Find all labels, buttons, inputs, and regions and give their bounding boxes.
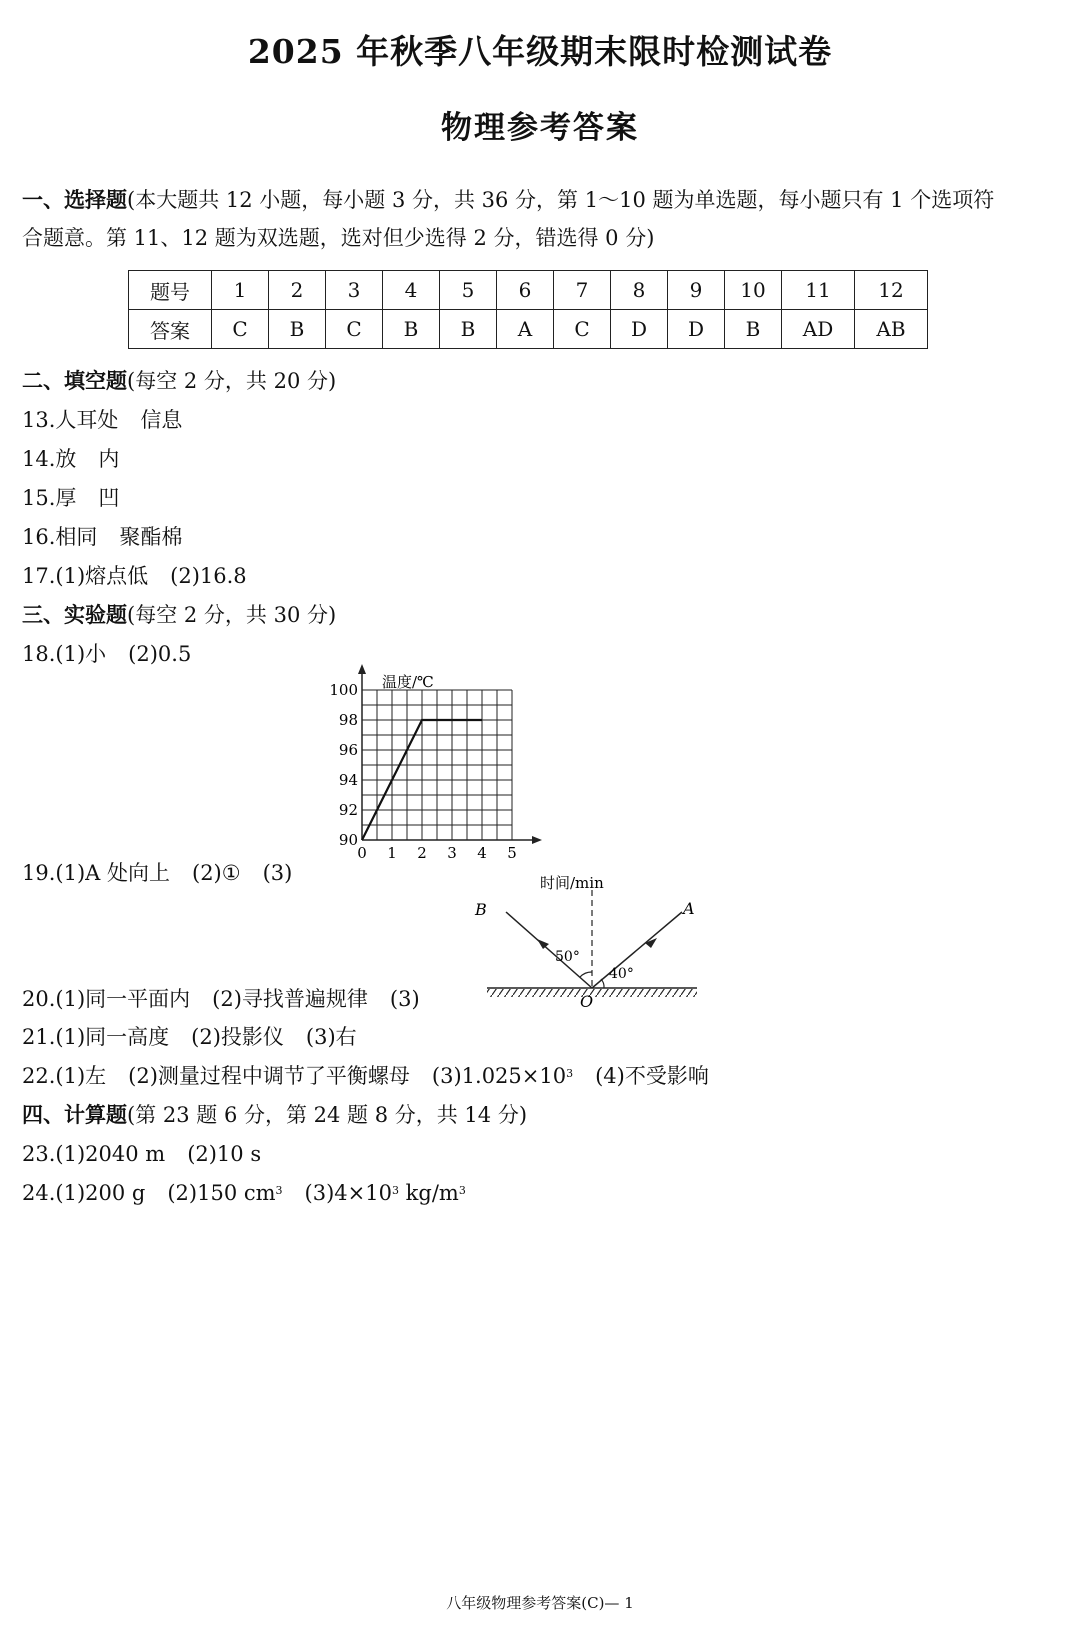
answer-q21	[22, 1022, 357, 1052]
table-cell: 6	[497, 271, 554, 310]
question-number: 15.	[22, 486, 56, 510]
answer-q22	[22, 1061, 709, 1091]
answer-text: (4)不受影响	[595, 1064, 709, 1088]
answer-text: 凹	[98, 486, 120, 510]
answer-text: (3)4×10	[304, 1181, 392, 1205]
table-cell: D	[611, 310, 668, 349]
section3-desc: (每空 2 分，共 30 分)	[127, 603, 337, 627]
table-cell: B	[725, 310, 782, 349]
exponent: 3	[566, 1067, 574, 1080]
page-title: 2025 年秋季八年级期末限时检测试卷	[247, 32, 833, 71]
x-tick-label: 2	[417, 844, 427, 862]
table-cell: 11	[782, 271, 855, 310]
answer-text: (1)A 处向上	[55, 861, 170, 885]
x-tick-label: 3	[447, 844, 457, 862]
answer-q24	[22, 1178, 466, 1208]
label-a: A	[683, 899, 695, 918]
answer-text: (2)150 cm	[167, 1181, 276, 1205]
table-cell: B	[440, 310, 497, 349]
table-cell: 4	[383, 271, 440, 310]
answer-q14	[22, 444, 119, 474]
section4-heading: 四、计算题	[22, 1102, 127, 1127]
question-number: 19.	[22, 861, 56, 885]
table-cell: 10	[725, 271, 782, 310]
x-axis-arrow-icon	[532, 836, 542, 844]
label-b: B	[475, 900, 487, 919]
answer-text: (3)	[262, 861, 293, 885]
chart-y-axis-label: 温度/℃	[382, 673, 434, 691]
answer-text: 内	[98, 447, 120, 471]
table-cell: 7	[554, 271, 611, 310]
answer-text: (2)投影仪	[191, 1025, 284, 1049]
question-number: 23.	[22, 1142, 56, 1166]
light-reflection-diagram	[475, 895, 715, 1030]
answer-text: (3)1.025×10	[431, 1064, 567, 1088]
answer-text: (2)0.5	[128, 642, 192, 666]
table-cell: C	[212, 310, 269, 349]
question-number: 16.	[22, 525, 56, 549]
answer-text: (1)小	[55, 642, 107, 666]
chart-grid	[362, 690, 512, 840]
question-number: 17.	[22, 564, 56, 588]
question-number: 14.	[22, 447, 56, 471]
section1-line2	[22, 223, 654, 253]
table-cell: C	[554, 310, 611, 349]
section4-desc: (第 23 题 6 分，第 24 题 8 分，共 14 分)	[127, 1103, 528, 1127]
answer-q17	[22, 561, 247, 591]
y-tick-label: 92	[338, 801, 358, 819]
answer-text: (2)①	[192, 861, 241, 885]
question-number: 13.	[22, 408, 56, 432]
answer-q20	[22, 984, 420, 1014]
answer-q13	[22, 405, 182, 435]
answer-text: kg/m	[398, 1181, 459, 1205]
table-cell: 2	[269, 271, 326, 310]
exponent: 3	[275, 1184, 283, 1197]
table-cell: B	[383, 310, 440, 349]
x-tick-label: 5	[507, 844, 517, 862]
angle-arc-reflect	[580, 972, 592, 977]
section1-desc2: 合题意。第 11、12 题为双选题，选对但少选得 2 分，错选得 0 分)	[22, 226, 655, 250]
section1-desc1: (本大题共 12 小题，每小题 3 分，共 36 分，第 1～10 题为单选题，每小题只有 1 个选项符	[127, 188, 995, 212]
answer-text: (1)2040 m	[55, 1142, 166, 1166]
page-subtitle: 物理参考答案	[441, 110, 639, 146]
angle-incident-label: 40°	[609, 966, 634, 982]
table-row-answers	[129, 310, 928, 349]
answer-text: 人耳处	[55, 408, 119, 432]
table-cell: 9	[668, 271, 725, 310]
x-tick-label: 1	[387, 844, 397, 862]
answer-text: (3)右	[305, 1025, 357, 1049]
section1-heading: 一、选择题	[22, 187, 127, 212]
table-cell: B	[269, 310, 326, 349]
answer-text: 聚酯棉	[119, 525, 183, 549]
page-footer: 八年级物理参考答案(C)— 1	[446, 1594, 634, 1612]
answer-text: (2)寻找普遍规律	[212, 987, 368, 1011]
question-number: 22.	[22, 1064, 56, 1088]
label-o: O	[580, 992, 594, 1011]
table-cell: A	[497, 310, 554, 349]
y-tick-label: 94	[338, 771, 358, 789]
section2-heading: 二、填空题	[22, 368, 127, 393]
answer-q19	[22, 858, 292, 888]
table-cell: D	[668, 310, 725, 349]
question-number: 21.	[22, 1025, 56, 1049]
y-tick-label: 98	[338, 711, 358, 729]
chart-axes	[358, 664, 542, 844]
angle-reflect-label: 50°	[555, 949, 580, 965]
answer-text: (1)同一平面内	[55, 987, 191, 1011]
section2-header	[22, 366, 336, 396]
answer-text: (2)10 s	[187, 1142, 262, 1166]
table-cell: AD	[782, 310, 855, 349]
answer-q18	[22, 639, 191, 669]
exponent: 3	[391, 1184, 399, 1197]
answer-text: (1)熔点低	[55, 564, 149, 588]
answer-text: (2)测量过程中调节了平衡螺母	[128, 1064, 410, 1088]
section3-heading: 三、实验题	[22, 602, 127, 627]
table-cell: 8	[611, 271, 668, 310]
answer-text: 放	[55, 447, 77, 471]
answer-text: (1)200 g	[55, 1181, 146, 1205]
chart-ticks	[329, 681, 516, 862]
answer-q23	[22, 1139, 261, 1169]
table-row-label-numbers: 题号	[129, 271, 212, 310]
answer-text: (1)同一高度	[55, 1025, 170, 1049]
question-number: 18.	[22, 642, 56, 666]
table-row-label-answers: 答案	[129, 310, 212, 349]
table-cell: 5	[440, 271, 497, 310]
exponent: 3	[458, 1184, 466, 1197]
table-cell: C	[326, 310, 383, 349]
answer-text: 相同	[55, 525, 98, 549]
section1-line1	[22, 185, 994, 215]
answer-q16	[22, 522, 182, 552]
section2-desc: (每空 2 分，共 20 分)	[127, 369, 337, 393]
question-number: 20.	[22, 987, 56, 1011]
answer-text: (2)16.8	[170, 564, 247, 588]
incident-ray	[592, 912, 682, 988]
section3-header	[22, 600, 336, 630]
x-tick-label: 4	[477, 844, 487, 862]
angle-arc-incident	[601, 979, 604, 988]
incident-arrow-icon	[645, 938, 657, 948]
answer-text: 信息	[140, 408, 183, 432]
table-cell: AB	[855, 310, 928, 349]
answer-text: (1)左	[55, 1064, 107, 1088]
chart-x-axis-label: 时间/min	[540, 874, 604, 892]
answer-q15	[22, 483, 119, 513]
answer-text: 厚	[55, 486, 77, 510]
table-cell: 1	[212, 271, 269, 310]
answer-text: (3)	[389, 987, 420, 1011]
table-cell: 12	[855, 271, 928, 310]
y-tick-label: 90	[338, 831, 358, 849]
table-cell: 3	[326, 271, 383, 310]
section4-header	[22, 1100, 527, 1130]
x-tick-label: 0	[357, 844, 367, 862]
table-row-numbers	[129, 271, 928, 310]
y-tick-label: 96	[338, 741, 358, 759]
temperature-time-chart	[329, 673, 630, 892]
y-tick-label: 100	[329, 681, 358, 699]
question-number: 24.	[22, 1181, 56, 1205]
answer-table	[128, 270, 928, 349]
y-axis-arrow-icon	[358, 664, 366, 674]
